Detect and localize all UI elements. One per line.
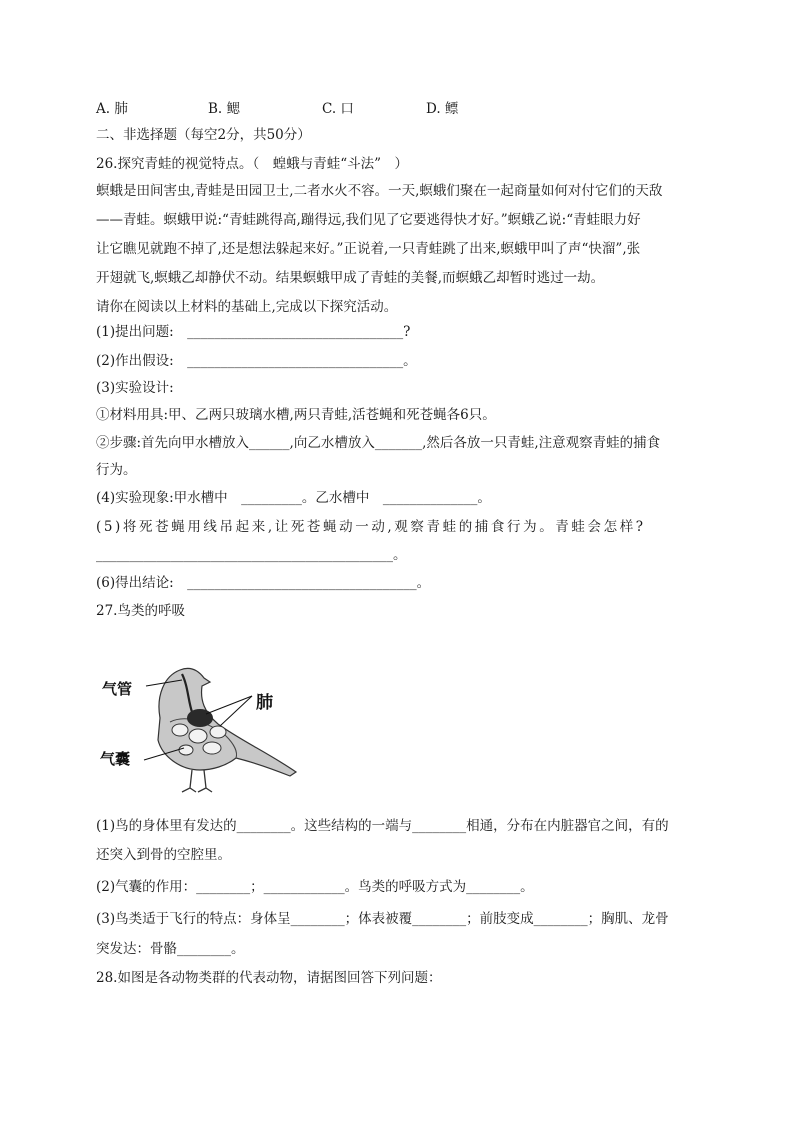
passage-line-2: ——青蛙。螟蛾甲说:“青蛙跳得高,蹦得远,我们见了它要逃得快才好。”螟蛾乙说:“青蛙眼力好 (96, 212, 641, 228)
q26-step-3: (3)实验设计: (96, 380, 174, 396)
q26-step-5-blank: ____________________________________________。 (96, 547, 407, 563)
q27-step-3: (3)鸟类适于飞行的特点：身体呈________；体表被覆________；前肢变成________；胸肌、龙骨 (96, 911, 669, 927)
question-27-title: 27.鸟类的呼吸 (96, 603, 185, 619)
bird-respiratory-diagram (100, 656, 300, 800)
q26-step-5: (5)将死苍蝇用线吊起来,让死苍蝇动一动,观察青蛙的捕食行为。青蛙会怎样? (96, 519, 646, 535)
passage-line-1: 螟蛾是田间害虫,青蛙是田园卫士,二者水火不容。一天,螟蛾们聚在一起商量如何对付它们的天敌 (96, 183, 663, 199)
q26-step-1: (1)提出问题: ________________________________? (96, 324, 411, 340)
bird-body-shape (158, 668, 296, 776)
air-sac-1 (172, 724, 188, 736)
q27-step-2: (2)气囊的作用：________；____________。鸟类的呼吸方式为________。 (96, 879, 534, 895)
air-sac-5 (179, 745, 193, 755)
air-sac-4 (203, 742, 221, 754)
passage-line-3: 让它瞧见就跑不掉了,还是想法躲起来好。”正说着,一只青蛙跳了出来,螟蛾甲叫了声“快溜”,张 (96, 241, 641, 257)
bird-legs (182, 770, 212, 792)
q26-step-3a: ①材料用具:甲、乙两只玻璃水槽,两只青蛙,活苍蝇和死苍蝇各6只。 (96, 407, 496, 423)
lung-label: 肺 (256, 693, 273, 713)
q27-step-1-cont: 还突入到骨的空腔里。 (96, 847, 231, 863)
q26-step-3b: ②步骤:首先向甲水槽放入______,向乙水槽放入_______,然后各放一只青蛙,注意观察青蛙的捕食 (96, 435, 661, 451)
lung-pointer-1 (206, 696, 252, 714)
passage-line-5: 请你在阅读以上材料的基础上,完成以下探究活动。 (96, 299, 398, 315)
q26-step-6: (6)得出结论: __________________________________。 (96, 575, 431, 591)
option-a: A. 肺 (96, 101, 128, 117)
q26-step-4: (4)实验现象:甲水槽中 _________。乙水槽中 ______________。 (96, 490, 491, 506)
q27-step-1: (1)鸟的身体里有发达的________。这些结构的一端与________相通，分布在内脏器官之间，有的 (96, 818, 669, 834)
question-26-title: 26.探究青蛙的视觉特点。（ 蝗蛾与青蛙“斗法” ） (96, 156, 409, 172)
q27-step-3-cont: 突发达：骨骼________。 (96, 941, 245, 957)
q26-step-2: (2)作出假设: ________________________________。 (96, 353, 417, 369)
air-sac-3 (210, 726, 226, 738)
lung-shape (187, 709, 213, 727)
option-c: C. 口 (322, 101, 354, 117)
trachea-label: 气管 (102, 680, 133, 698)
question-28-title: 28.如图是各动物类群的代表动物，请据图回答下列问题： (96, 970, 442, 986)
air-sac-label: 气囊 (100, 750, 131, 768)
option-d: D. 鳔 (426, 101, 459, 117)
air-sac-2 (189, 729, 207, 743)
lung-pointer-2 (220, 696, 252, 726)
section-heading: 二、非选择题（每空2分，共50分） (96, 127, 311, 143)
passage-line-4: 开翅就飞,螟蛾乙却静伏不动。结果螟蛾甲成了青蛙的美餐,而螟蛾乙却暂时逃过一劫。 (96, 270, 605, 286)
q26-step-3b-cont: 行为。 (96, 462, 137, 478)
option-b: B. 鳃 (208, 101, 241, 117)
